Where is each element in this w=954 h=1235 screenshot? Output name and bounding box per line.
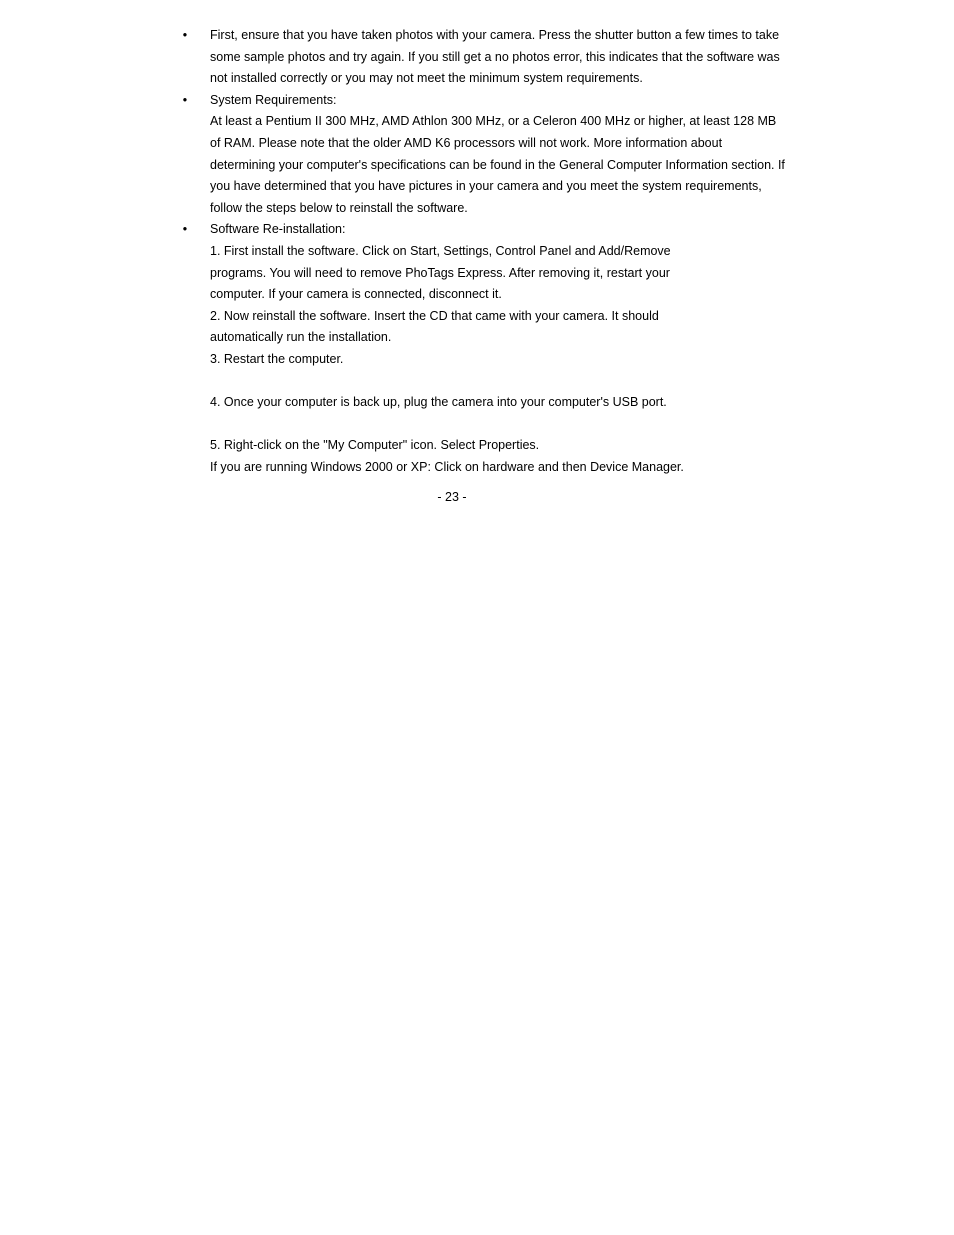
- list-item-software-reinstallation: [182, 219, 800, 478]
- step-line: 2. Now reinstall the software. Insert the CD that came with your camera. It should: [210, 308, 659, 323]
- list-item-no-photos: [182, 25, 800, 90]
- bullet-icon: •: [182, 92, 188, 107]
- paragraph-line: of RAM. Please note that the older AMD K6 processors will not work. More information about: [210, 135, 723, 150]
- blank-line: [210, 371, 800, 393]
- paragraph-line: follow the steps below to reinstall the software.: [210, 200, 468, 215]
- step-line: computer. If your camera is connected, disconnect it.: [210, 287, 502, 302]
- step-line: 4. Once your computer is back up, plug the camera into your computer's USB port.: [210, 395, 667, 410]
- bullet-icon: •: [182, 222, 188, 237]
- paragraph-line: you have determined that you have pictures in your camera and you meet the system requirements,: [210, 179, 762, 194]
- step-line: automatically run the installation.: [210, 330, 392, 345]
- step-line: If you are running Windows 2000 or XP: Click on hardware and then Device Manager.: [210, 459, 684, 474]
- list-item-system-requirements: [182, 90, 800, 220]
- paragraph-line: some sample photos and try again. If you still get a no photos error, this indicates that the software was: [210, 49, 780, 64]
- step-line: 3. Restart the computer.: [210, 351, 344, 366]
- page-number: - 23 -: [437, 490, 467, 504]
- blank-line: [210, 414, 800, 436]
- paragraph-line: not installed correctly or you may not meet the minimum system requirements.: [210, 71, 643, 86]
- paragraph-line: At least a Pentium II 300 MHz, AMD Athlon 300 MHz, or a Celeron 400 MHz or higher, at least 128 MB: [210, 114, 777, 129]
- step-line: 5. Right-click on the "My Computer" icon. Select Properties.: [210, 438, 540, 453]
- section-heading: Software Re-installation:: [210, 222, 346, 237]
- bullet-icon: •: [182, 28, 188, 42]
- step-line: 1. First install the software. Click on Start, Settings, Control Panel and Add/Remove: [210, 243, 671, 258]
- paragraph-line: First, ensure that you have taken photos with your camera. Press the shutter button a few times to take: [210, 28, 780, 42]
- step-line: programs. You will need to remove PhoTags Express. After removing it, restart your: [210, 265, 670, 280]
- section-heading: System Requirements:: [210, 92, 337, 107]
- troubleshooting-list: [182, 25, 800, 478]
- paragraph-line: determining your computer's specifications can be found in the General Computer Information section. If: [210, 157, 785, 172]
